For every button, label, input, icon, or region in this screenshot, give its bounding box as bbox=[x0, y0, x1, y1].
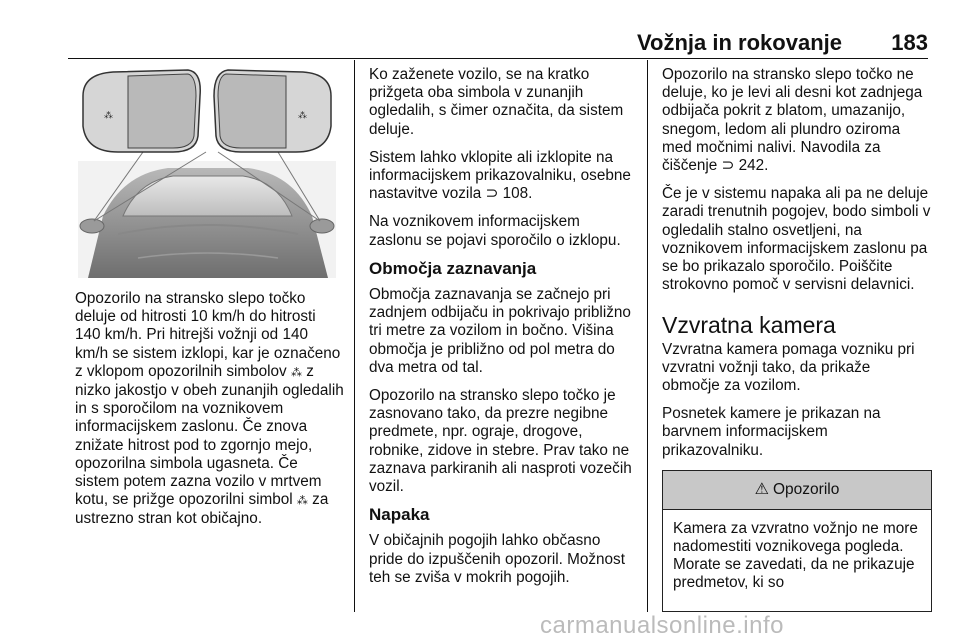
warning-title: Opozorilo bbox=[773, 480, 840, 498]
subheading-fault: Napaka bbox=[369, 505, 430, 525]
heading-rear-camera: Vzvratna kamera bbox=[662, 312, 836, 339]
page-reference-link[interactable]: 242. bbox=[738, 157, 769, 175]
warning-text: Kamera za vzvratno vožnjo ne more nadomestiti voznikovega pogleda. Morate se zavedati, da ne prikazuje predmetov, ki so bbox=[673, 519, 918, 592]
warning-box bbox=[662, 470, 932, 612]
page-reference-link[interactable]: 108. bbox=[502, 185, 533, 203]
paragraph: Če je v sistemu napaka ali pa ne deluje zaradi trenutnih pogojev, bodo simboli v ogledalih stalno osvetljeni, na voznikovem informacijskem zaslonu pa se bo prikazalo sporočilo. Poiščite strokovno pomoč v servisni delavnici. bbox=[662, 185, 931, 294]
warning-icon: ⚠ bbox=[754, 480, 769, 498]
subheading-detection-zones: Območja zaznavanja bbox=[369, 258, 537, 278]
column-divider bbox=[354, 60, 355, 612]
column-divider bbox=[647, 60, 648, 612]
paragraph: Ko zaženete vozilo, se na kratko prižgeta oba simbola v zunanjih ogledalih, s čimer označita, da sistem deluje. bbox=[369, 66, 624, 138]
mirror-illustration bbox=[78, 66, 336, 278]
column-1 bbox=[75, 290, 345, 539]
reference-arrow-icon: ⊃ bbox=[485, 185, 499, 203]
header-rule bbox=[68, 58, 928, 59]
page-number: 183 bbox=[891, 30, 928, 55]
column-3 bbox=[662, 66, 932, 612]
paragraph: Opozorilo na stransko slepo točko deluje od hitrosti 10 km/h do hitrosti 140 km/h. Pri hitrejši vožnji od 140 km/h se sistem izklopi, kar je označeno z vklopom opozorilnih simbolov ⁂ z nizko jakostjo v obeh zunanjih ogledalih in s sporočilom na voznikovem informacijskem zaslonu. Če znova znižate hitrost pod to zgornjo mejo, opozorilna simbola ugasneta. Če sistem potem zazna vozilo v mrtvem kotu, se prižge opozorilni simbol ⁂ za ustrezno stran kot običajno. bbox=[75, 290, 344, 528]
page-header bbox=[68, 0, 928, 58]
blind-spot-icon: ⁂ bbox=[296, 495, 308, 508]
watermark: carmanualsonline.info bbox=[540, 612, 784, 639]
paragraph: Območja zaznavanja se začnejo pri zadnjem odbijaču in pokrivajo približno tri metre za vozilom in bočno. Višina območja je približno od pol metra do dva metra od tal. bbox=[369, 286, 631, 376]
svg-text:⁂: ⁂ bbox=[104, 111, 113, 121]
column-2 bbox=[369, 66, 634, 597]
paragraph: V običajnih pogojih lahko občasno pride do izpuščenih opozoril. Možnost teh se zviša v mokrih pogojih. bbox=[369, 532, 625, 586]
reference-arrow-icon: ⊃ bbox=[721, 157, 735, 175]
paragraph: Na voznikovem informacijskem zaslonu se pojavi sporočilo o izklopu. bbox=[369, 213, 621, 249]
blind-spot-icon: ⁂ bbox=[290, 366, 302, 379]
paragraph: Opozorilo na stransko slepo točko je zasnovano tako, da prezre negibne predmete, npr. ograje, drogove, robnike, zidove in stebre. Prav tako ne zaznava parkiranih ali nasproti vozečih vozil. bbox=[369, 387, 632, 496]
section-title: Vožnja in rokovanje bbox=[637, 30, 842, 55]
svg-text:⁂: ⁂ bbox=[298, 111, 307, 121]
paragraph: Vzvratna kamera pomaga vozniku pri vzvratni vožnji tako, da prikaže območje za vozilom. bbox=[662, 340, 915, 395]
paragraph: Posnetek kamere je prikazan na barvnem informacijskem prikazovalniku. bbox=[662, 405, 881, 459]
paragraph: Opozorilo na stransko slepo točko ne deluje, ko je levi ali desni kot zadnjega odbijača pokrit z blatom, umazanijo, snegom, ledom ali plundro oziroma med močnimi nalivi. Navodila za čiščenje ⊃ 242. bbox=[662, 66, 923, 175]
warning-header bbox=[663, 471, 931, 510]
paragraph: Sistem lahko vklopite ali izklopite na informacijskem prikazovalniku, osebne nastavitve vozila ⊃ 108. bbox=[369, 148, 631, 203]
